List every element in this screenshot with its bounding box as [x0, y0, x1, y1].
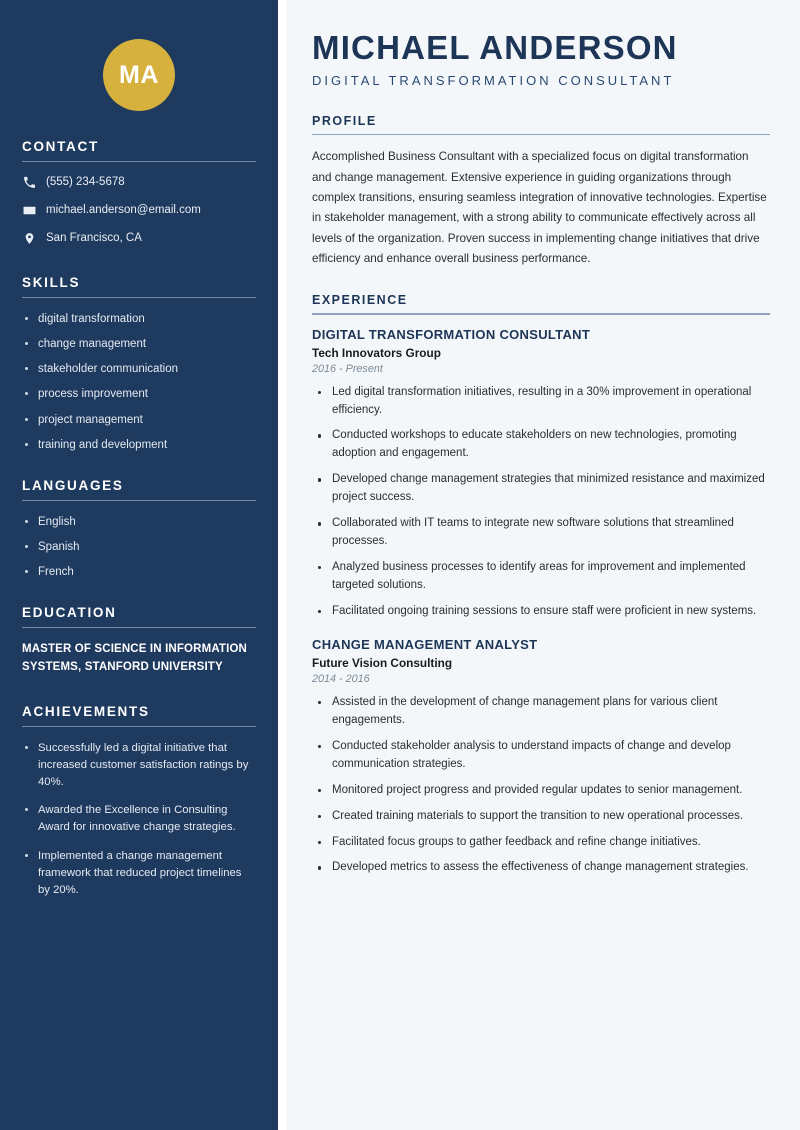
list-item: Monitored project progress and provided regular updates to senior management. [312, 782, 770, 800]
list-item: digital transformation [22, 311, 256, 328]
contact-location-value: San Francisco, CA [46, 231, 142, 244]
experience-company: Future Vision Consulting [312, 655, 453, 670]
list-item: Assisted in the development of change management plans for various client engagements. [312, 694, 770, 730]
phone-icon [22, 176, 36, 189]
experience-bullets [312, 384, 770, 621]
experience-entry [312, 637, 770, 878]
achievements-heading: ACHIEVEMENTS [22, 703, 150, 719]
contact-email-value: michael.anderson@email.com [46, 203, 201, 216]
list-item: Awarded the Excellence in Consulting Award for innovative change strategies. [22, 802, 256, 836]
achievements-divider [22, 726, 256, 727]
list-item: Collaborated with IT teams to integrate new software solutions that streamlined processes. [312, 515, 770, 551]
list-item: English [22, 514, 256, 531]
achievements-list [22, 740, 256, 899]
list-item: Facilitated ongoing training sessions to ensure staff were proficient in new systems. [312, 603, 770, 621]
experience-job-title: DIGITAL TRANSFORMATION CONSULTANT [312, 326, 591, 342]
list-item: change management [22, 336, 256, 353]
profile-text: Accomplished Business Consultant with a specialized focus on digital transformation and change management. Extensive experience in guiding organizations through complex transitions, ensuring seamless integration of innovative technologies. Expertise in stakeholder management, with a strong ability to communicate effectively across all levels of the organization. Proven success in implementing change initiatives that drive efficiency and enhance overall business performance. [312, 150, 767, 265]
experience-entry [312, 327, 770, 621]
main-content [286, 0, 800, 1130]
education-entry: MASTER OF SCIENCE IN INFORMATION SYSTEMS, STANFORD UNIVERSITY [22, 643, 248, 673]
list-item: process improvement [22, 386, 256, 403]
experience-bullets [312, 694, 770, 878]
education-divider [22, 627, 256, 628]
experience-heading: EXPERIENCE [312, 293, 408, 308]
page-title: MICHAEL ANDERSON [312, 29, 678, 66]
avatar-initials: MA [103, 39, 175, 111]
list-item: project management [22, 412, 256, 429]
experience-company: Tech Innovators Group [312, 345, 441, 360]
list-item: Developed metrics to assess the effectiveness of change management strategies. [312, 859, 770, 877]
skills-heading: SKILLS [22, 274, 81, 290]
profile-section [312, 114, 770, 269]
contact-section [22, 139, 256, 246]
location-pin-icon [22, 232, 36, 245]
list-item: Developed change management strategies that minimized resistance and maximized project success. [312, 471, 770, 507]
contact-item-location[interactable] [22, 231, 256, 246]
list-item: French [22, 564, 256, 581]
achievements-section [22, 704, 256, 899]
list-item: Facilitated focus groups to gather feedback and refine change initiatives. [312, 834, 770, 852]
experience-dates: 2016 - Present [312, 362, 383, 375]
contact-heading: CONTACT [22, 139, 99, 154]
skills-section [22, 275, 256, 454]
contact-divider [22, 161, 256, 162]
envelope-icon [22, 204, 36, 217]
contact-phone-value: (555) 234-5678 [46, 176, 125, 188]
sidebar [0, 0, 278, 1130]
list-item: Conducted stakeholder analysis to understand impacts of change and develop communication strategies. [312, 738, 770, 774]
education-section [22, 605, 256, 676]
list-item: Conducted workshops to educate stakeholders on new technologies, promoting adoption and engagement. [312, 427, 770, 463]
languages-heading: LANGUAGES [22, 477, 124, 493]
experience-job-title: CHANGE MANAGEMENT ANALYST [312, 636, 538, 652]
contact-list [22, 175, 256, 246]
languages-list [22, 514, 256, 581]
education-heading: EDUCATION [22, 605, 117, 621]
avatar-container [22, 0, 256, 111]
experience-section [312, 293, 770, 877]
profile-heading: PROFILE [312, 113, 377, 128]
list-item: Successfully led a digital initiative that increased customer satisfaction ratings by 40%. [22, 740, 256, 791]
languages-divider [22, 500, 256, 501]
list-item: training and development [22, 437, 256, 454]
skills-divider [22, 297, 256, 298]
languages-section [22, 478, 256, 581]
experience-divider [312, 313, 770, 314]
experience-dates: 2014 - 2016 [312, 672, 370, 685]
professional-title: DIGITAL TRANSFORMATION CONSULTANT [312, 72, 675, 88]
list-item: Implemented a change management framework that reduced project timelines by 20%. [22, 848, 256, 899]
column-gap [278, 0, 286, 1130]
list-item: stakeholder communication [22, 361, 256, 378]
contact-item-phone[interactable] [22, 175, 256, 190]
list-item: Created training materials to support the transition to new operational processes. [312, 808, 770, 826]
contact-item-email[interactable] [22, 203, 256, 218]
profile-divider [312, 134, 770, 135]
list-item: Analyzed business processes to identify areas for improvement and implemented targeted solutions. [312, 559, 770, 595]
list-item: Led digital transformation initiatives, resulting in a 30% improvement in operational efficiency. [312, 384, 770, 420]
list-item: Spanish [22, 539, 256, 556]
skills-list [22, 311, 256, 454]
